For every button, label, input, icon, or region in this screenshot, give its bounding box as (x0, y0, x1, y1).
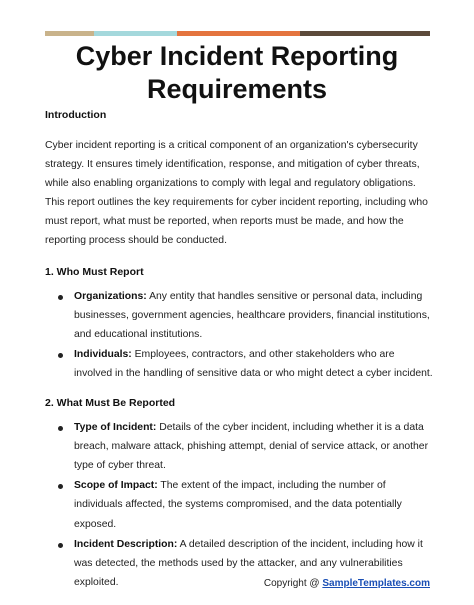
intro-paragraph: Cyber incident reporting is a critical component of an organization's cybersecurity strategy. It ensures timely identification, response, and mitigation of cyber threats, while also enabling organizations to comply with legal and regulatory obligations. This report outlines the key requirements for cyber incident reporting, including who must report, what must be reported, when reports must be made, and how the reporting process should be conducted. (45, 140, 428, 247)
item-term: Incident Description: (74, 538, 178, 550)
intro-heading: Introduction (45, 109, 107, 121)
section-heading: 2. What Must Be Reported (45, 397, 176, 410)
item-text: The extent of the impact, including the number of individuals affected, the systems compromised, and the data potentially exposed. (74, 480, 402, 530)
color-bar-segment (300, 31, 430, 36)
item-term: Organizations: (74, 290, 147, 302)
color-bar-segment (45, 31, 94, 36)
list-item (45, 287, 435, 344)
document-body (45, 108, 435, 605)
item-term: Individuals: (74, 348, 132, 360)
color-bar-segment (177, 31, 300, 36)
item-text: Any entity that handles sensitive or personal data, including businesses, government agencies, healthcare providers, financial institutions, and educational institutions. (74, 290, 430, 340)
list-item (45, 345, 435, 383)
bullet-icon (58, 353, 63, 358)
bullet-list (45, 287, 435, 383)
item-text: A detailed description of the incident, including how it was detected, the methods used by the attacker, and any vulnerabilities exploited. (74, 538, 423, 588)
footer (0, 578, 430, 589)
bullet-icon (58, 543, 63, 548)
section-heading: 1. Who Must Report (45, 265, 144, 278)
color-bar (45, 31, 430, 36)
bullet-icon (58, 295, 63, 300)
list-item (45, 476, 435, 533)
bullet-list (45, 418, 435, 592)
item-text: Details of the cyber incident, including whether it is a data breach, malware attack, phishing attempt, denial of service attack, or another type of cyber threat. (74, 422, 429, 472)
color-bar-segment (94, 31, 177, 36)
copyright-text: Copyright @ (263, 578, 323, 589)
bullet-icon (58, 426, 63, 431)
bullet-icon (58, 484, 63, 489)
list-item (45, 418, 435, 475)
page-title: Cyber Incident Reporting Requirements (75, 41, 399, 104)
site-link[interactable]: SampleTemplates.com (322, 578, 430, 589)
item-text: Employees, contractors, and other stakeholders who are involved in the handling of sensitive data or who might detect a cyber incident. (74, 348, 433, 379)
item-term: Scope of Impact: (74, 480, 158, 492)
item-term: Type of Incident: (74, 422, 157, 434)
